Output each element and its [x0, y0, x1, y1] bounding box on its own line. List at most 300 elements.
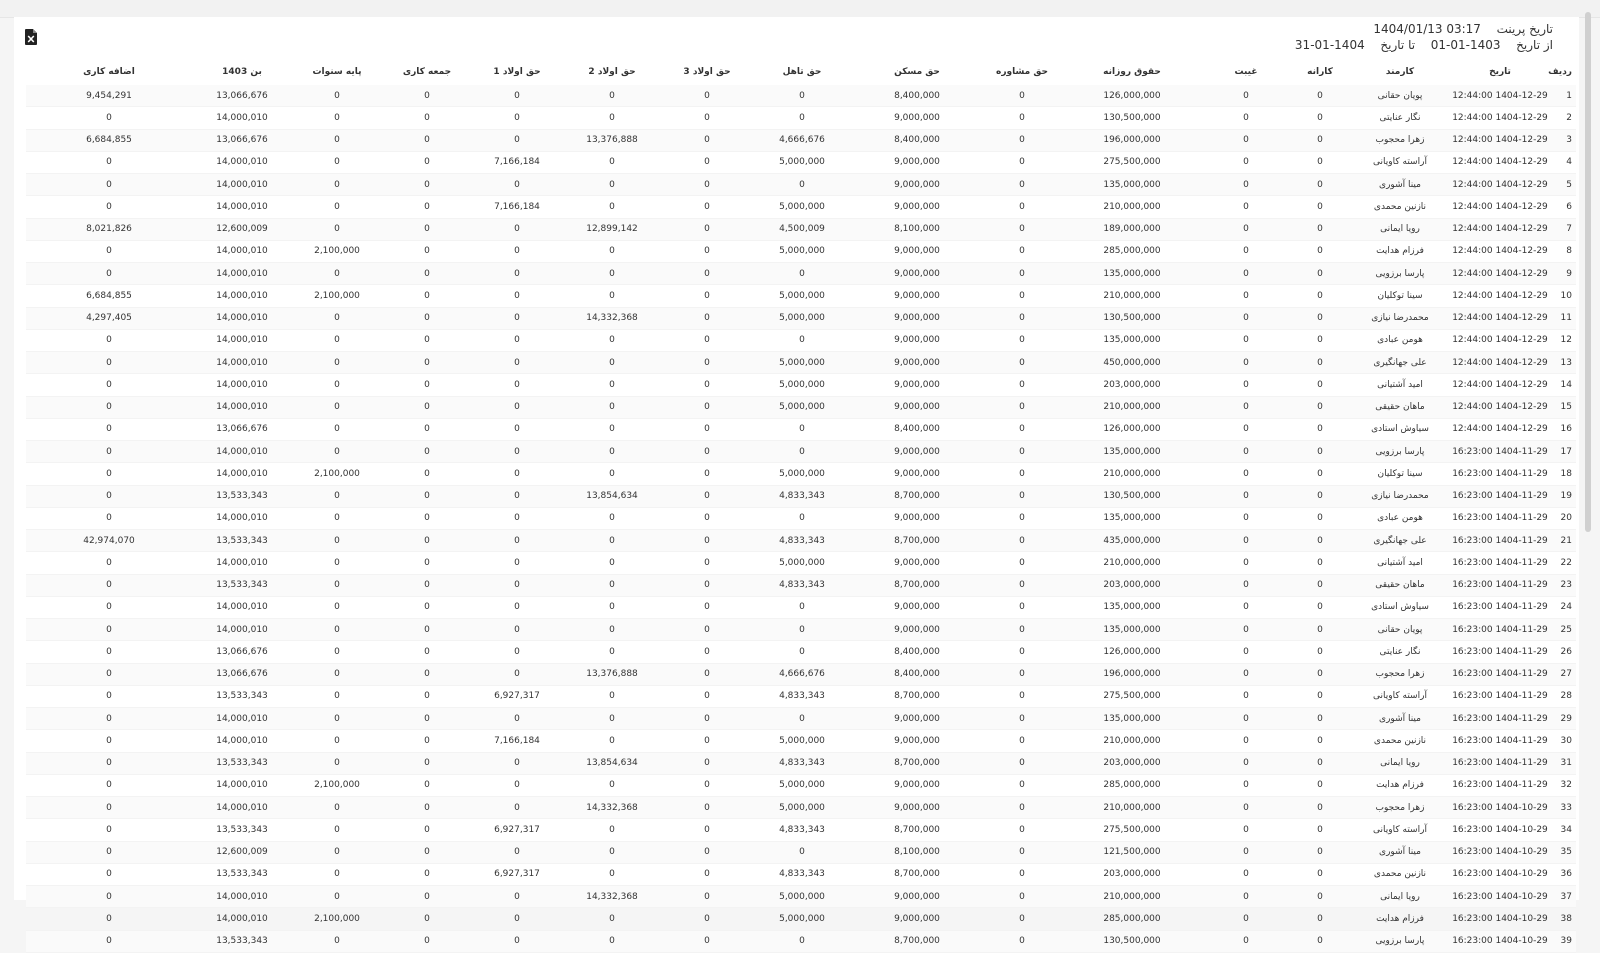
table-cell: 0	[292, 174, 382, 196]
table-cell: 0	[382, 774, 472, 796]
table-cell: 0	[1290, 285, 1350, 307]
table-row[interactable]	[26, 752, 1576, 774]
table-row[interactable]	[26, 263, 1576, 285]
table-cell: 1404-12-29 12:44:00	[1450, 218, 1550, 240]
table-row[interactable]	[26, 596, 1576, 618]
table-cell: 0	[1290, 218, 1350, 240]
table-cell: 0	[382, 396, 472, 418]
table-cell: 1404-11-29 16:23:00	[1450, 685, 1550, 707]
table-cell: 4,833,343	[752, 863, 852, 885]
column-header[interactable]: غیبت	[1234, 67, 1258, 77]
table-cell: 0	[26, 708, 192, 730]
table-cell: 0	[1290, 374, 1350, 396]
table-row[interactable]	[26, 329, 1576, 351]
table-cell: 0	[662, 240, 752, 262]
table-cell: 14,000,010	[192, 619, 292, 641]
table-cell: 12,600,009	[192, 218, 292, 240]
table-cell: 0	[26, 886, 192, 908]
table-row[interactable]	[26, 663, 1576, 685]
table-cell: 135,000,000	[1062, 263, 1202, 285]
table-cell: 0	[382, 685, 472, 707]
table-cell: 0	[1290, 685, 1350, 707]
table-row[interactable]	[26, 307, 1576, 329]
table-cell: پارسا برزویی	[1350, 263, 1450, 285]
table-cell: 1404-11-29 16:23:00	[1450, 774, 1550, 796]
table-cell: 0	[1202, 530, 1290, 552]
column-header[interactable]: حق مشاوره	[996, 67, 1048, 77]
table-cell: 1404-12-29 12:44:00	[1450, 107, 1550, 129]
table-cell: مینا آشوری	[1350, 174, 1450, 196]
table-cell: 0	[472, 441, 562, 463]
column-header[interactable]: ردیف	[1548, 67, 1572, 77]
table-row[interactable]	[26, 418, 1576, 440]
table-cell: 0	[1202, 507, 1290, 529]
table-cell: 14,000,010	[192, 285, 292, 307]
table-cell: 14,000,010	[192, 596, 292, 618]
table-cell: 0	[472, 752, 562, 774]
table-cell: 0	[662, 841, 752, 863]
table-row[interactable]	[26, 819, 1576, 841]
table-cell: 0	[1202, 441, 1290, 463]
table-cell: 0	[662, 908, 752, 930]
excel-export-button[interactable]	[24, 29, 38, 45]
table-cell: 0	[26, 151, 192, 173]
table-cell: 8,700,000	[852, 819, 982, 841]
table-cell: 0	[662, 329, 752, 351]
table-cell: 1404-10-29 16:23:00	[1450, 908, 1550, 930]
table-cell: 0	[292, 352, 382, 374]
table-cell: 5,000,000	[752, 151, 852, 173]
table-cell: 0	[472, 708, 562, 730]
table-cell: 0	[562, 418, 662, 440]
table-cell: 0	[982, 507, 1062, 529]
report-header-info	[1295, 21, 1553, 53]
table-cell: 0	[752, 329, 852, 351]
table-cell: 0	[1202, 886, 1290, 908]
column-header[interactable]: کارمند	[1385, 67, 1415, 77]
table-cell: 0	[292, 596, 382, 618]
table-cell: زهرا محجوب	[1350, 129, 1450, 151]
table-cell: 0	[292, 886, 382, 908]
table-cell: 18	[1550, 463, 1576, 485]
table-cell: 0	[1290, 908, 1350, 930]
table-cell: ماهان حقیقی	[1350, 396, 1450, 418]
table-cell: 0	[26, 240, 192, 262]
table-cell: 0	[662, 552, 752, 574]
table-cell: 0	[1202, 685, 1290, 707]
table-cell: 2,100,000	[292, 774, 382, 796]
table-cell: 0	[1202, 174, 1290, 196]
table-cell: 130,500,000	[1062, 930, 1202, 952]
table-row[interactable]	[26, 463, 1576, 485]
table-cell: 0	[292, 663, 382, 685]
table-cell: 0	[982, 908, 1062, 930]
table-cell: 0	[26, 730, 192, 752]
table-cell: 0	[1202, 596, 1290, 618]
table-cell: 4,833,343	[752, 752, 852, 774]
table-cell: 0	[562, 908, 662, 930]
table-cell: 24	[1550, 596, 1576, 618]
table-cell: 1404-11-29 16:23:00	[1450, 485, 1550, 507]
table-cell: 0	[472, 908, 562, 930]
table-cell: 1404-11-29 16:23:00	[1450, 641, 1550, 663]
table-cell: 135,000,000	[1062, 441, 1202, 463]
table-cell: 0	[26, 263, 192, 285]
table-cell: 6,684,855	[26, 129, 192, 151]
table-cell: 9,000,000	[852, 596, 982, 618]
table-row[interactable]	[26, 196, 1576, 218]
table-cell: 0	[562, 352, 662, 374]
table-row[interactable]	[26, 863, 1576, 885]
column-header[interactable]: اضافه کاری	[83, 67, 135, 77]
table-cell: 0	[1202, 641, 1290, 663]
table-cell: آراسته کاویانی	[1350, 685, 1450, 707]
table-row[interactable]	[26, 797, 1576, 819]
table-cell: 0	[982, 485, 1062, 507]
table-cell: 0	[382, 730, 472, 752]
table-cell: 33	[1550, 797, 1576, 819]
table-cell: 16	[1550, 418, 1576, 440]
table-cell: 0	[292, 129, 382, 151]
table-cell: 0	[472, 174, 562, 196]
table-row[interactable]	[26, 507, 1576, 529]
table-cell: 0	[982, 107, 1062, 129]
table-cell: 7,166,184	[472, 151, 562, 173]
table-cell: 7,166,184	[472, 196, 562, 218]
table-cell: 0	[752, 263, 852, 285]
table-cell: 1404-11-29 16:23:00	[1450, 596, 1550, 618]
table-cell: 0	[562, 774, 662, 796]
table-row[interactable]	[26, 240, 1576, 262]
table-cell: 0	[382, 107, 472, 129]
table-cell: 285,000,000	[1062, 908, 1202, 930]
table-cell: 9,000,000	[852, 886, 982, 908]
table-cell: 0	[1202, 908, 1290, 930]
table-cell: 5,000,000	[752, 463, 852, 485]
table-cell: 1404-12-29 12:44:00	[1450, 174, 1550, 196]
table-row[interactable]	[26, 530, 1576, 552]
table-cell: پویان حقانی	[1350, 619, 1450, 641]
table-cell: 14,000,010	[192, 240, 292, 262]
table-cell: 5,000,000	[752, 352, 852, 374]
table-cell: 1404-12-29 12:44:00	[1450, 418, 1550, 440]
table-cell: 0	[662, 218, 752, 240]
table-cell: 5	[1550, 174, 1576, 196]
table-cell: 196,000,000	[1062, 663, 1202, 685]
column-header[interactable]: بن 1403	[222, 67, 262, 77]
table-row[interactable]	[26, 85, 1576, 107]
table-cell: 22	[1550, 552, 1576, 574]
table-cell: 0	[1290, 240, 1350, 262]
table-cell: 0	[382, 552, 472, 574]
table-row[interactable]	[26, 485, 1576, 507]
table-cell: 0	[382, 819, 472, 841]
table-row[interactable]	[26, 730, 1576, 752]
table-cell: 0	[982, 174, 1062, 196]
table-cell: 10	[1550, 285, 1576, 307]
table-cell: 21	[1550, 530, 1576, 552]
table-cell: 0	[382, 596, 472, 618]
table-cell: 13,533,343	[192, 863, 292, 885]
table-cell: 0	[1290, 507, 1350, 529]
table-cell: 203,000,000	[1062, 752, 1202, 774]
table-cell: 9,000,000	[852, 463, 982, 485]
table-cell: 4,833,343	[752, 574, 852, 596]
table-cell: 0	[26, 663, 192, 685]
vertical-scrollbar[interactable]	[1585, 12, 1591, 532]
table-row[interactable]	[26, 930, 1576, 952]
table-cell: 9,000,000	[852, 730, 982, 752]
table-cell: 0	[1202, 151, 1290, 173]
table-header	[26, 59, 1576, 85]
column-header[interactable]: حقوق روزانه	[1103, 67, 1161, 77]
table-cell: 6,927,317	[472, 685, 562, 707]
column-header[interactable]: کارانه	[1307, 67, 1333, 77]
table-cell: 1404-11-29 16:23:00	[1450, 663, 1550, 685]
table-cell: 0	[982, 930, 1062, 952]
table-cell: 0	[982, 619, 1062, 641]
table-cell: 0	[1290, 85, 1350, 107]
table-row[interactable]	[26, 886, 1576, 908]
table-cell: 0	[472, 218, 562, 240]
table-cell: 1404-11-29 16:23:00	[1450, 752, 1550, 774]
table-cell: 0	[662, 730, 752, 752]
table-cell: 8,400,000	[852, 641, 982, 663]
table-cell: 14	[1550, 374, 1576, 396]
table-row[interactable]	[26, 774, 1576, 796]
table-row[interactable]	[26, 619, 1576, 641]
table-cell: 0	[292, 685, 382, 707]
table-cell: 5,000,000	[752, 196, 852, 218]
table-cell: 0	[982, 463, 1062, 485]
table-cell: 0	[26, 174, 192, 196]
table-cell: نازنین محمدی	[1350, 196, 1450, 218]
table-cell: 0	[26, 596, 192, 618]
table-cell: 0	[562, 463, 662, 485]
table-cell: 0	[382, 240, 472, 262]
table-cell: 0	[292, 151, 382, 173]
table-cell: 0	[662, 418, 752, 440]
excel-file-icon	[24, 29, 38, 45]
table-cell: 0	[1290, 151, 1350, 173]
table-cell: ماهان حقیقی	[1350, 574, 1450, 596]
table-cell: 1404-11-29 16:23:00	[1450, 507, 1550, 529]
table-cell: 5,000,000	[752, 396, 852, 418]
table-row[interactable]	[26, 908, 1576, 930]
table-cell: 0	[562, 151, 662, 173]
table-cell: 13,066,676	[192, 129, 292, 151]
table-cell: 0	[562, 685, 662, 707]
table-cell: 275,500,000	[1062, 819, 1202, 841]
table-cell: 14,000,010	[192, 107, 292, 129]
table-cell: 1404-12-29 12:44:00	[1450, 352, 1550, 374]
table-cell: 8,100,000	[852, 218, 982, 240]
table-cell: 14,332,368	[562, 886, 662, 908]
table-cell: 0	[662, 774, 752, 796]
table-cell: 8,400,000	[852, 663, 982, 685]
column-header[interactable]: پایه سنوات	[312, 67, 362, 77]
table-cell: 189,000,000	[1062, 218, 1202, 240]
to-date-value: 1404-01-31	[1294, 38, 1365, 52]
table-cell: 0	[1290, 886, 1350, 908]
table-row[interactable]	[26, 218, 1576, 240]
table-cell: 450,000,000	[1062, 352, 1202, 374]
table-cell: 0	[982, 708, 1062, 730]
table-row[interactable]	[26, 441, 1576, 463]
table-cell: 1404-11-29 16:23:00	[1450, 708, 1550, 730]
table-cell: 0	[752, 619, 852, 641]
table-row[interactable]	[26, 708, 1576, 730]
table-cell: 14,000,010	[192, 908, 292, 930]
table-cell: 0	[1202, 485, 1290, 507]
table-cell: 0	[472, 886, 562, 908]
table-cell: 0	[982, 329, 1062, 351]
table-cell: 0	[1290, 708, 1350, 730]
table-row[interactable]	[26, 685, 1576, 707]
table-cell: 8,700,000	[852, 485, 982, 507]
table-cell: 210,000,000	[1062, 196, 1202, 218]
table-cell: 0	[1290, 552, 1350, 574]
table-cell: 0	[1290, 596, 1350, 618]
table-cell: 0	[382, 530, 472, 552]
table-cell: 0	[1290, 841, 1350, 863]
table-cell: 135,000,000	[1062, 619, 1202, 641]
table-cell: 8,700,000	[852, 752, 982, 774]
table-cell: 13,066,676	[192, 85, 292, 107]
table-row[interactable]	[26, 352, 1576, 374]
table-cell: 0	[472, 129, 562, 151]
table-cell: 0	[472, 263, 562, 285]
table-cell: 1404-12-29 12:44:00	[1450, 263, 1550, 285]
column-header[interactable]: حق اولاد 1	[493, 67, 541, 77]
table-cell: 0	[662, 886, 752, 908]
table-cell: 9,000,000	[852, 107, 982, 129]
table-cell: 0	[472, 485, 562, 507]
table-cell: 8,700,000	[852, 685, 982, 707]
table-cell: 0	[292, 374, 382, 396]
table-cell: 0	[26, 685, 192, 707]
table-cell: 0	[982, 641, 1062, 663]
table-cell: 0	[562, 619, 662, 641]
table-row[interactable]	[26, 107, 1576, 129]
table-cell: 9,000,000	[852, 507, 982, 529]
table-cell: 0	[292, 218, 382, 240]
table-cell: رویا ایمانی	[1350, 218, 1450, 240]
table-cell: 0	[662, 663, 752, 685]
table-cell: 0	[1290, 352, 1350, 374]
table-cell: 0	[1290, 441, 1350, 463]
column-header[interactable]: حق تاهل	[782, 67, 822, 77]
table-cell: 9,000,000	[852, 151, 982, 173]
table-cell: 0	[662, 752, 752, 774]
table-cell: 1404-10-29 16:23:00	[1450, 886, 1550, 908]
table-row[interactable]	[26, 552, 1576, 574]
table-row[interactable]	[26, 374, 1576, 396]
table-cell: 15	[1550, 396, 1576, 418]
column-header[interactable]: حق اولاد 3	[683, 67, 731, 77]
table-cell: 0	[1202, 285, 1290, 307]
column-header[interactable]: تاریخ	[1489, 67, 1511, 77]
to-date-label: تا تاریخ	[1380, 38, 1416, 52]
table-cell: 0	[982, 797, 1062, 819]
table-cell: 0	[382, 285, 472, 307]
table-cell: 0	[382, 752, 472, 774]
table-cell: 0	[752, 418, 852, 440]
table-row[interactable]	[26, 129, 1576, 151]
table-cell: 0	[1290, 329, 1350, 351]
table-cell: 0	[562, 507, 662, 529]
table-cell: 14,000,010	[192, 329, 292, 351]
table-cell: پویان حقانی	[1350, 85, 1450, 107]
table-cell: علی جهانگیری	[1350, 352, 1450, 374]
table-cell: 0	[982, 396, 1062, 418]
table-row[interactable]	[26, 151, 1576, 173]
table-cell: 9,454,291	[26, 85, 192, 107]
table-cell: 0	[562, 240, 662, 262]
column-header[interactable]: جمعه کاری	[402, 67, 452, 77]
column-header[interactable]: حق اولاد 2	[588, 67, 636, 77]
table-cell: 130,500,000	[1062, 485, 1202, 507]
table-cell: 1404-11-29 16:23:00	[1450, 552, 1550, 574]
table-cell: 1404-12-29 12:44:00	[1450, 85, 1550, 107]
table-row[interactable]	[26, 285, 1576, 307]
table-cell: 0	[662, 507, 752, 529]
table-cell: 0	[472, 352, 562, 374]
table-cell: 0	[562, 285, 662, 307]
table-cell: 0	[562, 730, 662, 752]
table-cell: 203,000,000	[1062, 574, 1202, 596]
column-header[interactable]: حق مسکن	[894, 67, 940, 77]
table-row[interactable]	[26, 641, 1576, 663]
table-cell: 0	[1202, 240, 1290, 262]
table-cell: 34	[1550, 819, 1576, 841]
table-cell: سینا توکلیان	[1350, 463, 1450, 485]
table-cell: 0	[562, 708, 662, 730]
date-range-line	[1295, 37, 1553, 53]
table-cell: 42,974,070	[26, 530, 192, 552]
table-cell: 0	[1202, 129, 1290, 151]
table-cell: 0	[292, 441, 382, 463]
table-cell: 5,000,000	[752, 552, 852, 574]
table-row[interactable]	[26, 174, 1576, 196]
table-cell: 0	[562, 863, 662, 885]
table-cell: 0	[1202, 107, 1290, 129]
table-cell: 0	[982, 441, 1062, 463]
table-cell: 0	[982, 530, 1062, 552]
table-cell: 0	[1290, 307, 1350, 329]
table-cell: 0	[1202, 396, 1290, 418]
table-cell: 0	[1290, 396, 1350, 418]
table-cell: 0	[26, 329, 192, 351]
table-cell: 0	[26, 552, 192, 574]
table-cell: 9,000,000	[852, 552, 982, 574]
table-row[interactable]	[26, 396, 1576, 418]
table-cell: 0	[562, 196, 662, 218]
table-cell: 8,100,000	[852, 841, 982, 863]
table-cell: 0	[982, 218, 1062, 240]
table-cell: 0	[752, 441, 852, 463]
table-cell: 0	[662, 863, 752, 885]
table-row[interactable]	[26, 841, 1576, 863]
table-cell: 2,100,000	[292, 240, 382, 262]
table-cell: 0	[26, 619, 192, 641]
table-cell: 13,533,343	[192, 485, 292, 507]
table-row[interactable]	[26, 574, 1576, 596]
table-cell: 0	[382, 485, 472, 507]
table-cell: 0	[662, 129, 752, 151]
table-cell: 0	[292, 307, 382, 329]
table-cell: 126,000,000	[1062, 418, 1202, 440]
